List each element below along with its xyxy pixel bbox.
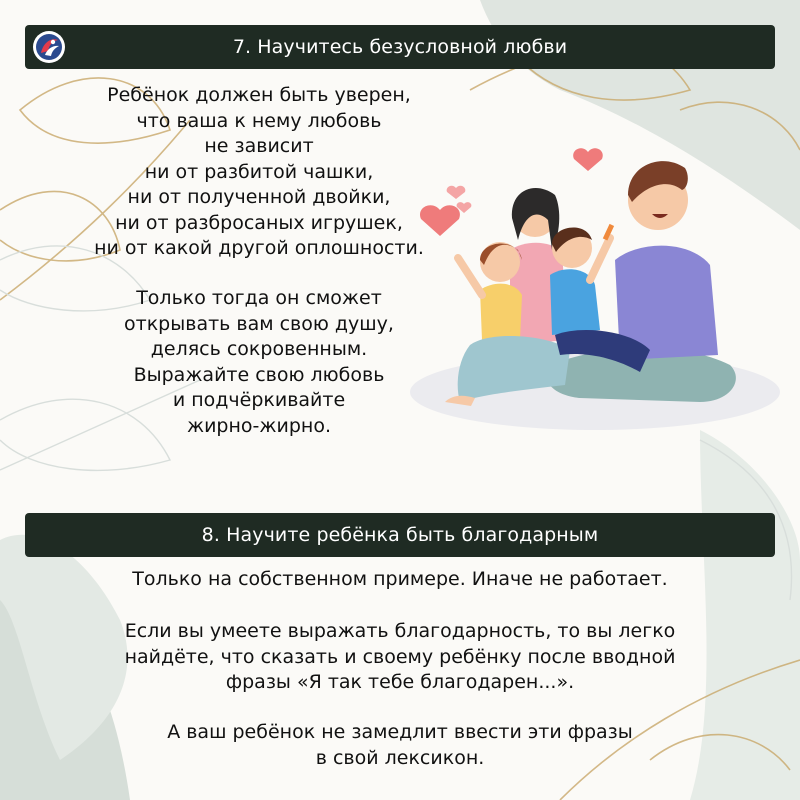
heart-icon xyxy=(573,148,603,171)
brand-logo-icon xyxy=(31,29,67,65)
girl-body xyxy=(480,284,522,340)
section1-paragraph-1: Ребёнок должен быть уверен, что ваша к нему любовь не зависит ни от разбитой чашки, ни от полученной двойки, ни от разбросаных игрушек, ни от какой другой оплошности. xyxy=(94,84,424,259)
family-illustration-icon xyxy=(400,140,790,440)
section2-paragraph-2: Если вы умеете выражать благодарность, то вы легко найдёте, что сказать и своему ребёнку после вводной фразы «Я так тебе благодарен...». xyxy=(124,620,676,693)
boy-arm xyxy=(590,238,610,280)
section-banner-8 xyxy=(25,513,775,557)
section2-paragraph-3: А ваш ребёнок не замедлит ввести эти фразы в свой лексикон. xyxy=(167,721,633,769)
section-heading-7: 7. Научитесь безусловной любви xyxy=(232,36,568,58)
section-banner-7 xyxy=(25,25,775,69)
section2-paragraph-1: Только на собственном примере. Иначе не работает. xyxy=(132,568,668,590)
girl-head xyxy=(480,242,520,282)
section1-paragraph-2: Только тогда он сможет открывать вам свою душу, делясь сокровенным. Выражайте свою любовь и подчёркивайте жирно-жирно. xyxy=(124,287,394,437)
girl-arm xyxy=(458,258,482,295)
section-heading-8: 8. Научите ребёнка быть благодарным xyxy=(201,524,599,546)
